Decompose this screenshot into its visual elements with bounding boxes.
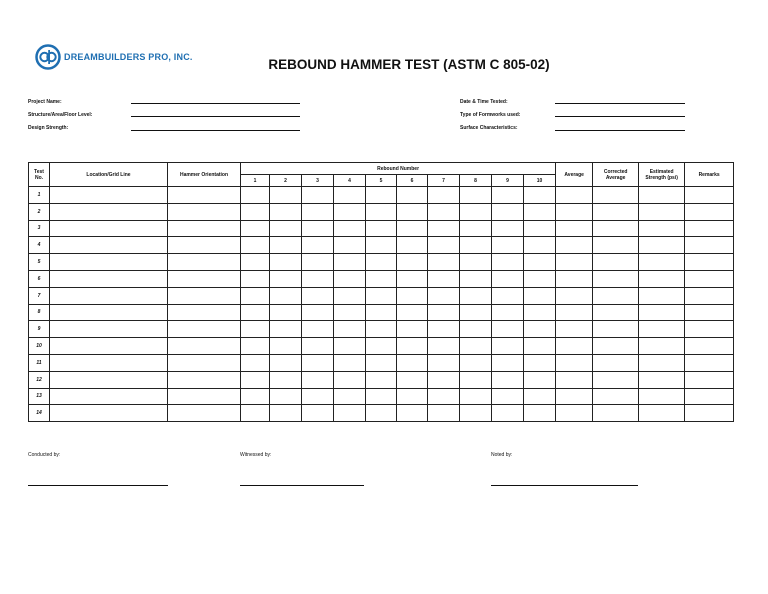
witnessed-by-label: Witnessed by: xyxy=(240,452,272,458)
table-cell[interactable] xyxy=(556,220,593,237)
table-cell[interactable] xyxy=(639,354,685,371)
design-strength-label: Design Strength: xyxy=(28,125,69,131)
table-cell[interactable] xyxy=(460,338,492,355)
test-number: 3 xyxy=(29,220,50,237)
table-cell[interactable] xyxy=(460,254,492,271)
table-cell[interactable] xyxy=(50,338,168,355)
table-cell[interactable] xyxy=(492,321,524,338)
table-cell[interactable] xyxy=(397,304,428,321)
table-cell[interactable] xyxy=(685,405,734,422)
test-no-header xyxy=(29,163,50,187)
table-cell[interactable] xyxy=(334,354,366,371)
formworks-field[interactable] xyxy=(555,116,685,117)
table-cell[interactable] xyxy=(50,220,168,237)
table-cell[interactable] xyxy=(168,338,241,355)
table-cell[interactable] xyxy=(168,304,241,321)
table-cell[interactable] xyxy=(593,254,639,271)
table-row xyxy=(29,371,734,388)
table-row xyxy=(29,254,734,271)
table-cell[interactable] xyxy=(397,388,428,405)
table-cell[interactable] xyxy=(639,405,685,422)
table-cell[interactable] xyxy=(639,270,685,287)
table-cell[interactable] xyxy=(302,354,334,371)
rebound-number-header: Rebound Number xyxy=(241,163,556,175)
table-cell[interactable] xyxy=(50,354,168,371)
table-cell[interactable] xyxy=(685,304,734,321)
table-cell[interactable] xyxy=(428,354,460,371)
table-cell[interactable] xyxy=(241,388,270,405)
conducted-by-label: Conducted by: xyxy=(28,452,61,458)
test-number: 1 xyxy=(29,187,50,204)
table-cell[interactable] xyxy=(556,203,593,220)
test-number: 12 xyxy=(29,371,50,388)
test-no-header-line2: No. xyxy=(34,174,44,181)
corrected-average-header xyxy=(593,163,639,187)
surface-field[interactable] xyxy=(555,130,685,131)
table-cell[interactable] xyxy=(492,220,524,237)
table-cell[interactable] xyxy=(334,338,366,355)
noted-by-label: Noted by: xyxy=(491,452,513,458)
table-cell[interactable] xyxy=(556,237,593,254)
design-strength-field[interactable] xyxy=(131,130,300,131)
rebound-col-header: 9 xyxy=(492,175,524,187)
table-cell[interactable] xyxy=(168,220,241,237)
table-cell[interactable] xyxy=(168,254,241,271)
rebound-col-header: 6 xyxy=(397,175,428,187)
conducted-by-field[interactable] xyxy=(28,485,168,486)
table-cell[interactable] xyxy=(366,388,397,405)
table-cell[interactable] xyxy=(460,304,492,321)
table-cell[interactable] xyxy=(302,287,334,304)
table-cell[interactable] xyxy=(241,371,270,388)
table-cell[interactable] xyxy=(270,220,302,237)
table-cell[interactable] xyxy=(460,405,492,422)
table-cell[interactable] xyxy=(639,237,685,254)
test-number: 6 xyxy=(29,270,50,287)
table-cell[interactable] xyxy=(302,338,334,355)
table-row xyxy=(29,287,734,304)
table-cell[interactable] xyxy=(168,371,241,388)
table-cell[interactable] xyxy=(685,338,734,355)
rebound-col-header: 8 xyxy=(460,175,492,187)
table-cell[interactable] xyxy=(556,321,593,338)
table-cell[interactable] xyxy=(639,203,685,220)
table-row xyxy=(29,304,734,321)
table-cell[interactable] xyxy=(270,203,302,220)
table-cell[interactable] xyxy=(397,371,428,388)
rebound-col-header: 5 xyxy=(366,175,397,187)
table-cell[interactable] xyxy=(492,338,524,355)
table-cell[interactable] xyxy=(685,203,734,220)
table-cell[interactable] xyxy=(241,405,270,422)
structure-field[interactable] xyxy=(131,116,300,117)
table-cell[interactable] xyxy=(168,187,241,204)
table-cell[interactable] xyxy=(428,270,460,287)
average-header: Average xyxy=(556,163,593,187)
table-cell[interactable] xyxy=(302,405,334,422)
table-cell[interactable] xyxy=(685,187,734,204)
table-cell[interactable] xyxy=(460,321,492,338)
table-cell[interactable] xyxy=(460,203,492,220)
table-cell[interactable] xyxy=(302,187,334,204)
table-cell[interactable] xyxy=(397,254,428,271)
table-cell[interactable] xyxy=(492,371,524,388)
table-cell[interactable] xyxy=(428,405,460,422)
table-cell[interactable] xyxy=(241,220,270,237)
table-cell[interactable] xyxy=(334,371,366,388)
table-cell[interactable] xyxy=(270,270,302,287)
table-cell[interactable] xyxy=(492,304,524,321)
test-number: 2 xyxy=(29,203,50,220)
table-cell[interactable] xyxy=(685,321,734,338)
page-title: REBOUND HAMMER TEST (ASTM C 805-02) xyxy=(268,57,550,72)
table-cell[interactable] xyxy=(397,287,428,304)
table-cell[interactable] xyxy=(270,254,302,271)
table-cell[interactable] xyxy=(593,321,639,338)
table-cell[interactable] xyxy=(428,371,460,388)
rebound-col-header: 10 xyxy=(524,175,556,187)
table-cell[interactable] xyxy=(50,270,168,287)
table-cell[interactable] xyxy=(492,270,524,287)
table-cell[interactable] xyxy=(241,338,270,355)
date-time-label: Date & Time Tested: xyxy=(460,99,508,105)
table-cell[interactable] xyxy=(492,354,524,371)
table-cell[interactable] xyxy=(524,354,556,371)
noted-by-field[interactable] xyxy=(491,485,638,486)
table-cell[interactable] xyxy=(460,237,492,254)
table-cell[interactable] xyxy=(168,237,241,254)
table-row xyxy=(29,237,734,254)
table-cell[interactable] xyxy=(302,220,334,237)
estimated-strength-header xyxy=(639,163,685,187)
table-cell[interactable] xyxy=(639,371,685,388)
table-cell[interactable] xyxy=(270,405,302,422)
table-cell[interactable] xyxy=(270,187,302,204)
table-cell[interactable] xyxy=(524,388,556,405)
table-cell[interactable] xyxy=(302,304,334,321)
table-cell[interactable] xyxy=(593,338,639,355)
table-cell[interactable] xyxy=(241,321,270,338)
test-no-header-line1: Test xyxy=(34,168,44,175)
table-cell[interactable] xyxy=(492,237,524,254)
table-cell[interactable] xyxy=(685,237,734,254)
table-cell[interactable] xyxy=(556,371,593,388)
table-cell[interactable] xyxy=(334,203,366,220)
location-header: Location/Grid Line xyxy=(50,163,168,187)
table-cell[interactable] xyxy=(556,270,593,287)
witnessed-by-field[interactable] xyxy=(240,485,364,486)
table-cell[interactable] xyxy=(334,304,366,321)
table-cell[interactable] xyxy=(460,354,492,371)
table-cell[interactable] xyxy=(593,304,639,321)
table-row xyxy=(29,187,734,204)
table-cell[interactable] xyxy=(524,254,556,271)
table-cell[interactable] xyxy=(428,187,460,204)
orientation-header: Hammer Orientation xyxy=(168,163,241,187)
table-cell[interactable] xyxy=(366,270,397,287)
table-cell[interactable] xyxy=(334,254,366,271)
table-cell[interactable] xyxy=(302,254,334,271)
table-cell[interactable] xyxy=(270,287,302,304)
table-cell[interactable] xyxy=(50,187,168,204)
table-row xyxy=(29,321,734,338)
rebound-col-header: 4 xyxy=(334,175,366,187)
table-cell[interactable] xyxy=(50,304,168,321)
table-cell[interactable] xyxy=(397,354,428,371)
table-cell[interactable] xyxy=(302,321,334,338)
table-cell[interactable] xyxy=(366,338,397,355)
table-cell[interactable] xyxy=(302,237,334,254)
table-cell[interactable] xyxy=(492,388,524,405)
table-cell[interactable] xyxy=(460,287,492,304)
test-number: 9 xyxy=(29,321,50,338)
test-number: 5 xyxy=(29,254,50,271)
table-cell[interactable] xyxy=(366,254,397,271)
table-cell[interactable] xyxy=(366,220,397,237)
project-name-field[interactable] xyxy=(131,103,300,104)
table-cell[interactable] xyxy=(685,270,734,287)
table-cell[interactable] xyxy=(334,270,366,287)
table-cell[interactable] xyxy=(334,237,366,254)
table-row xyxy=(29,203,734,220)
project-name-label: Project Name: xyxy=(28,99,62,105)
table-cell[interactable] xyxy=(593,371,639,388)
table-row xyxy=(29,354,734,371)
table-cell[interactable] xyxy=(556,405,593,422)
table-cell[interactable] xyxy=(168,270,241,287)
table-row xyxy=(29,270,734,287)
table-cell[interactable] xyxy=(428,338,460,355)
table-cell[interactable] xyxy=(270,304,302,321)
table-cell[interactable] xyxy=(334,187,366,204)
table-cell[interactable] xyxy=(168,321,241,338)
table-cell[interactable] xyxy=(50,237,168,254)
table-cell[interactable] xyxy=(241,287,270,304)
table-cell[interactable] xyxy=(50,371,168,388)
table-cell[interactable] xyxy=(334,388,366,405)
table-cell[interactable] xyxy=(334,321,366,338)
test-number: 13 xyxy=(29,388,50,405)
company-name: DREAMBUILDERS PRO, INC. xyxy=(64,52,193,62)
table-cell[interactable] xyxy=(460,388,492,405)
table-cell[interactable] xyxy=(492,187,524,204)
table-cell[interactable] xyxy=(593,237,639,254)
estimated-header-line2: Strength (psi) xyxy=(645,174,678,181)
table-cell[interactable] xyxy=(366,287,397,304)
table-cell[interactable] xyxy=(366,237,397,254)
table-cell[interactable] xyxy=(428,388,460,405)
table-cell[interactable] xyxy=(302,371,334,388)
table-cell[interactable] xyxy=(524,405,556,422)
table-cell[interactable] xyxy=(168,405,241,422)
table-cell[interactable] xyxy=(428,321,460,338)
table-cell[interactable] xyxy=(50,405,168,422)
table-cell[interactable] xyxy=(168,354,241,371)
test-number: 4 xyxy=(29,237,50,254)
table-cell[interactable] xyxy=(428,287,460,304)
table-cell[interactable] xyxy=(639,338,685,355)
table-cell[interactable] xyxy=(50,254,168,271)
table-cell[interactable] xyxy=(524,321,556,338)
table-cell[interactable] xyxy=(524,270,556,287)
table-cell[interactable] xyxy=(366,304,397,321)
table-cell[interactable] xyxy=(639,287,685,304)
table-cell[interactable] xyxy=(593,203,639,220)
table-row xyxy=(29,220,734,237)
table-cell[interactable] xyxy=(241,354,270,371)
table-cell[interactable] xyxy=(270,338,302,355)
test-number: 11 xyxy=(29,354,50,371)
test-number: 14 xyxy=(29,405,50,422)
table-cell[interactable] xyxy=(492,287,524,304)
structure-label: Structure/Area/Floor Level: xyxy=(28,112,93,118)
table-cell[interactable] xyxy=(428,254,460,271)
table-cell[interactable] xyxy=(241,203,270,220)
table-cell[interactable] xyxy=(524,220,556,237)
table-cell[interactable] xyxy=(334,287,366,304)
table-cell[interactable] xyxy=(270,354,302,371)
table-row xyxy=(29,338,734,355)
table-cell[interactable] xyxy=(366,203,397,220)
table-cell[interactable] xyxy=(366,371,397,388)
table-cell[interactable] xyxy=(492,254,524,271)
table-row xyxy=(29,388,734,405)
table-cell[interactable] xyxy=(366,405,397,422)
table-cell[interactable] xyxy=(460,270,492,287)
table-cell[interactable] xyxy=(524,203,556,220)
table-cell[interactable] xyxy=(366,321,397,338)
table-cell[interactable] xyxy=(397,338,428,355)
table-cell[interactable] xyxy=(168,287,241,304)
table-cell[interactable] xyxy=(556,287,593,304)
table-cell[interactable] xyxy=(270,237,302,254)
table-cell[interactable] xyxy=(556,388,593,405)
estimated-header-line1: Estimated xyxy=(649,168,674,175)
table-cell[interactable] xyxy=(397,237,428,254)
table-cell[interactable] xyxy=(685,371,734,388)
table-cell[interactable] xyxy=(492,405,524,422)
formworks-label: Type of Formworks used: xyxy=(460,112,521,118)
table-cell[interactable] xyxy=(685,220,734,237)
table-cell[interactable] xyxy=(593,287,639,304)
table-cell[interactable] xyxy=(270,321,302,338)
table-cell[interactable] xyxy=(366,354,397,371)
corrected-header-line1: Corrected xyxy=(603,168,628,175)
table-cell[interactable] xyxy=(685,354,734,371)
table-cell[interactable] xyxy=(168,203,241,220)
table-cell[interactable] xyxy=(428,304,460,321)
table-cell[interactable] xyxy=(168,388,241,405)
table-cell[interactable] xyxy=(524,187,556,204)
table-cell[interactable] xyxy=(639,187,685,204)
table-cell[interactable] xyxy=(556,354,593,371)
table-cell[interactable] xyxy=(556,187,593,204)
table-cell[interactable] xyxy=(302,388,334,405)
table-cell[interactable] xyxy=(241,304,270,321)
table-cell[interactable] xyxy=(524,371,556,388)
table-cell[interactable] xyxy=(639,321,685,338)
table-cell[interactable] xyxy=(50,321,168,338)
table-cell[interactable] xyxy=(593,405,639,422)
table-cell[interactable] xyxy=(639,254,685,271)
table-cell[interactable] xyxy=(556,338,593,355)
table-cell[interactable] xyxy=(397,220,428,237)
table-cell[interactable] xyxy=(50,203,168,220)
table-cell[interactable] xyxy=(492,203,524,220)
table-cell[interactable] xyxy=(241,270,270,287)
rebound-col-header: 1 xyxy=(241,175,270,187)
remarks-header: Remarks xyxy=(685,163,734,187)
table-cell[interactable] xyxy=(50,388,168,405)
table-cell[interactable] xyxy=(685,388,734,405)
table-cell[interactable] xyxy=(556,304,593,321)
table-cell[interactable] xyxy=(334,405,366,422)
table-cell[interactable] xyxy=(241,254,270,271)
table-cell[interactable] xyxy=(524,237,556,254)
table-cell[interactable] xyxy=(397,187,428,204)
table-cell[interactable] xyxy=(524,338,556,355)
table-cell[interactable] xyxy=(556,254,593,271)
table-cell[interactable] xyxy=(460,371,492,388)
table-cell[interactable] xyxy=(685,254,734,271)
rebound-col-header: 2 xyxy=(270,175,302,187)
table-cell[interactable] xyxy=(428,220,460,237)
test-number: 7 xyxy=(29,287,50,304)
surface-label: Surface Characteristics: xyxy=(460,125,518,131)
rebound-table xyxy=(28,162,734,422)
table-cell[interactable] xyxy=(639,388,685,405)
table-cell[interactable] xyxy=(460,220,492,237)
table-cell[interactable] xyxy=(334,220,366,237)
table-cell[interactable] xyxy=(241,237,270,254)
corrected-header-line2: Average xyxy=(605,174,626,181)
table-cell[interactable] xyxy=(593,220,639,237)
date-time-field[interactable] xyxy=(555,103,685,104)
table-cell[interactable] xyxy=(270,371,302,388)
table-cell[interactable] xyxy=(593,354,639,371)
table-cell[interactable] xyxy=(397,405,428,422)
table-cell[interactable] xyxy=(639,304,685,321)
table-cell[interactable] xyxy=(366,187,397,204)
table-cell[interactable] xyxy=(639,220,685,237)
table-cell[interactable] xyxy=(460,187,492,204)
table-cell[interactable] xyxy=(428,203,460,220)
table-cell[interactable] xyxy=(397,270,428,287)
table-cell[interactable] xyxy=(428,237,460,254)
rebound-col-header: 3 xyxy=(302,175,334,187)
table-cell[interactable] xyxy=(593,187,639,204)
table-cell[interactable] xyxy=(524,304,556,321)
table-cell[interactable] xyxy=(593,388,639,405)
table-cell[interactable] xyxy=(50,287,168,304)
table-cell[interactable] xyxy=(397,321,428,338)
table-cell[interactable] xyxy=(241,187,270,204)
test-number: 10 xyxy=(29,338,50,355)
table-cell[interactable] xyxy=(270,388,302,405)
rebound-col-header: 7 xyxy=(428,175,460,187)
table-cell[interactable] xyxy=(593,270,639,287)
table-cell[interactable] xyxy=(397,203,428,220)
table-cell[interactable] xyxy=(524,287,556,304)
table-row xyxy=(29,405,734,422)
table-cell[interactable] xyxy=(302,270,334,287)
test-number: 8 xyxy=(29,304,50,321)
table-cell[interactable] xyxy=(685,287,734,304)
table-cell[interactable] xyxy=(302,203,334,220)
